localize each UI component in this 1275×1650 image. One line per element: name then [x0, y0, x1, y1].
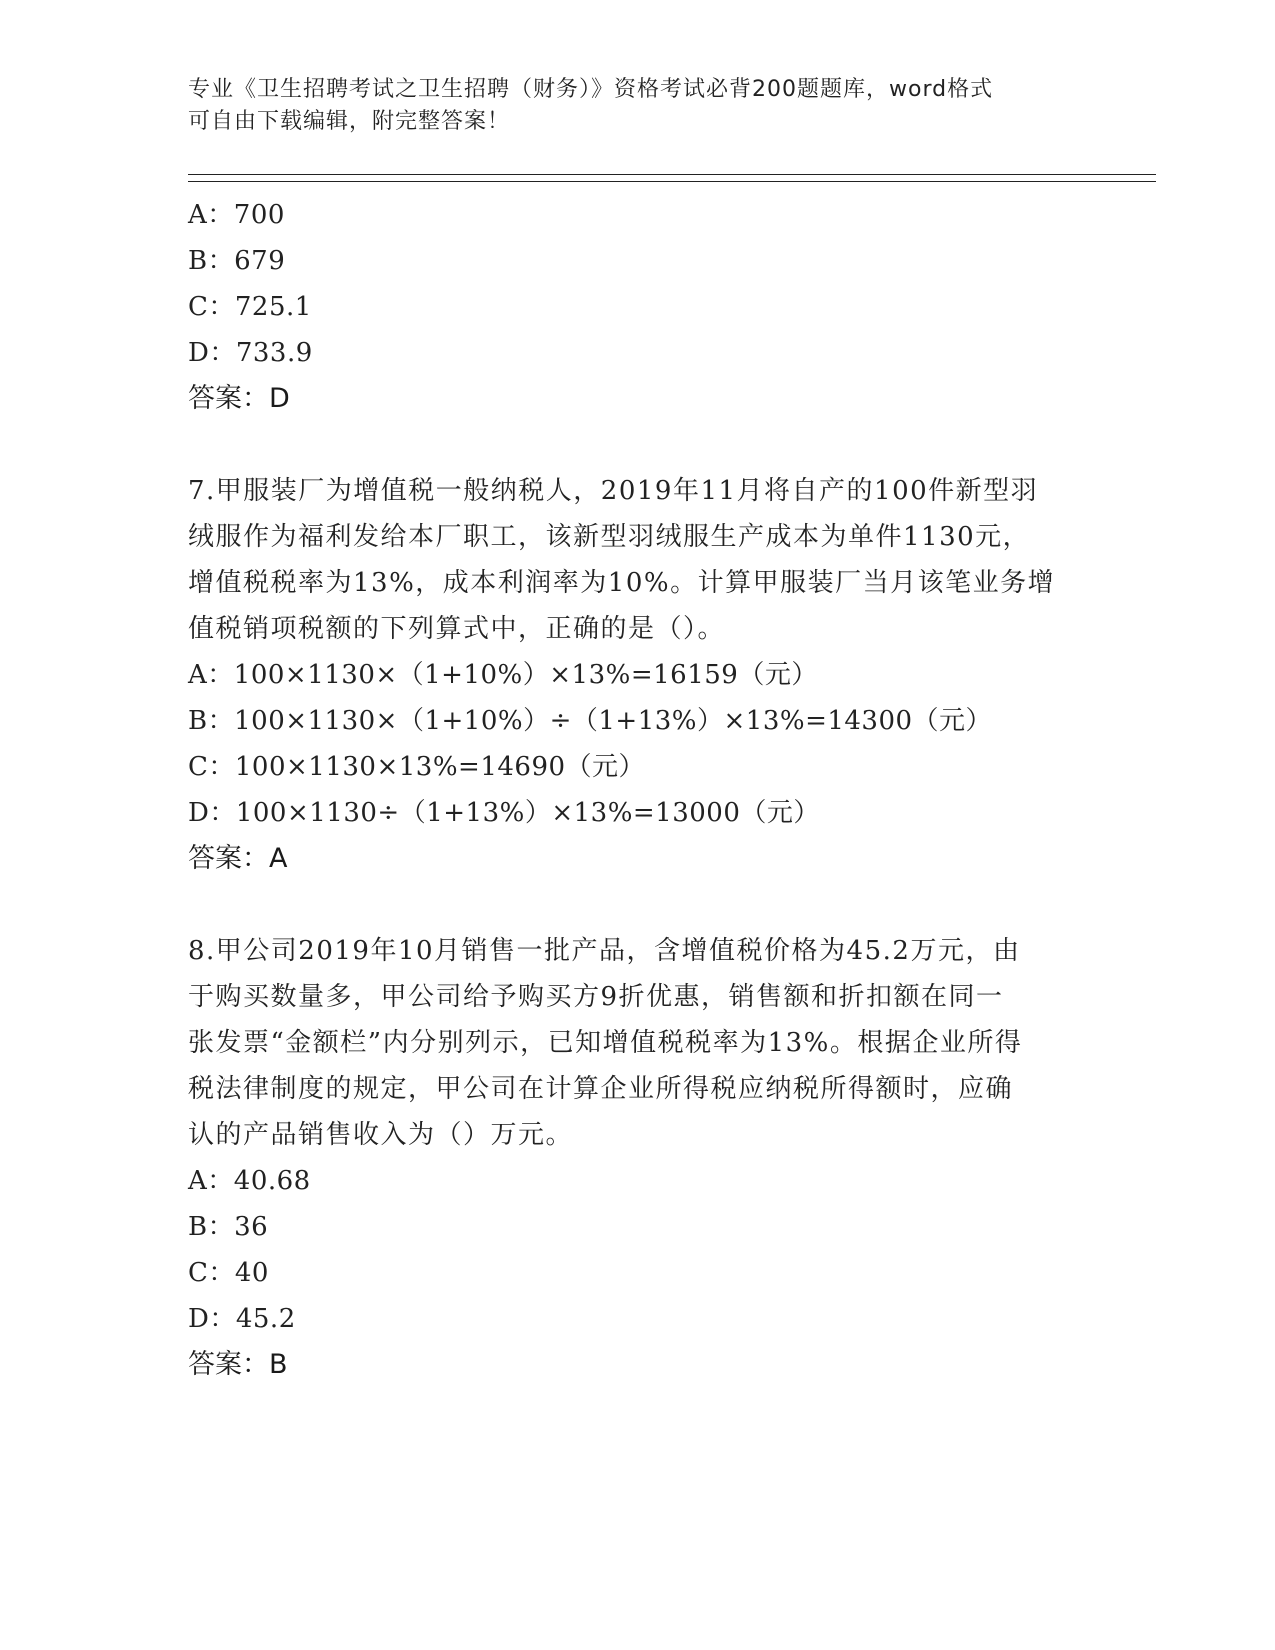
option-c: C：40	[188, 1258, 269, 1288]
answer-line: 答案：A	[188, 843, 288, 874]
option-a: A：700	[188, 200, 285, 230]
question-text-line: 张发票“金额栏”内分别列示，已知增值税税率为13%。根据企业所得	[188, 1028, 1023, 1058]
header-line-2: 可自由下载编辑，附完整答案！	[188, 109, 511, 134]
option-d: D：733.9	[188, 338, 313, 368]
question-text	[188, 928, 1088, 1158]
header-line-1: 专业《卫生招聘考试之卫生招聘（财务）》资格考试必背200题题库，word格式	[188, 77, 994, 102]
question-6	[188, 192, 1088, 422]
header-divider-top	[188, 174, 1156, 175]
question-text-line: 值税销项税额的下列算式中，正确的是（）。	[188, 614, 726, 644]
question-text-line: 于购买数量多，甲公司给予购买方9折优惠，销售额和折扣额在同一	[188, 982, 1004, 1012]
question-text-line: 7.甲服装厂为增值税一般纳税人，2019年11月将自产的100件新型羽	[188, 476, 1039, 506]
option-b: B：679	[188, 246, 286, 276]
question-text-line: 绒服作为福利发给本厂职工，该新型羽绒服生产成本为单件1130元，	[188, 522, 1031, 552]
answer-line: 答案：B	[188, 1349, 288, 1380]
document-header	[188, 74, 1088, 138]
question-text	[188, 468, 1088, 652]
option-d: D：100×1130÷（1+13%）×13%=13000（元）	[188, 798, 820, 828]
option-b: B：36	[188, 1212, 269, 1242]
option-d: D：45.2	[188, 1304, 296, 1334]
option-a: A：100×1130×（1+10%）×13%=16159（元）	[188, 660, 818, 690]
header-divider-bottom	[188, 181, 1156, 182]
option-a: A：40.68	[188, 1166, 311, 1196]
question-text-line: 税法律制度的规定，甲公司在计算企业所得税应纳税所得额时，应确	[188, 1074, 1014, 1104]
document-body	[188, 192, 1088, 1388]
question-text-line: 认的产品销售收入为（）万元。	[188, 1120, 574, 1150]
answer-line: 答案：D	[188, 383, 290, 414]
question-7	[188, 468, 1088, 882]
option-c: C：100×1130×13%=14690（元）	[188, 752, 646, 782]
option-c: C：725.1	[188, 292, 312, 322]
question-text-line: 8.甲公司2019年10月销售一批产品，含增值税价格为45.2万元，由	[188, 936, 1021, 966]
question-8	[188, 928, 1088, 1388]
option-b: B：100×1130×（1+10%）÷（1+13%）×13%=14300（元）	[188, 706, 993, 736]
question-text-line: 增值税税率为13%，成本利润率为10%。计算甲服装厂当月该笔业务增	[188, 568, 1056, 598]
